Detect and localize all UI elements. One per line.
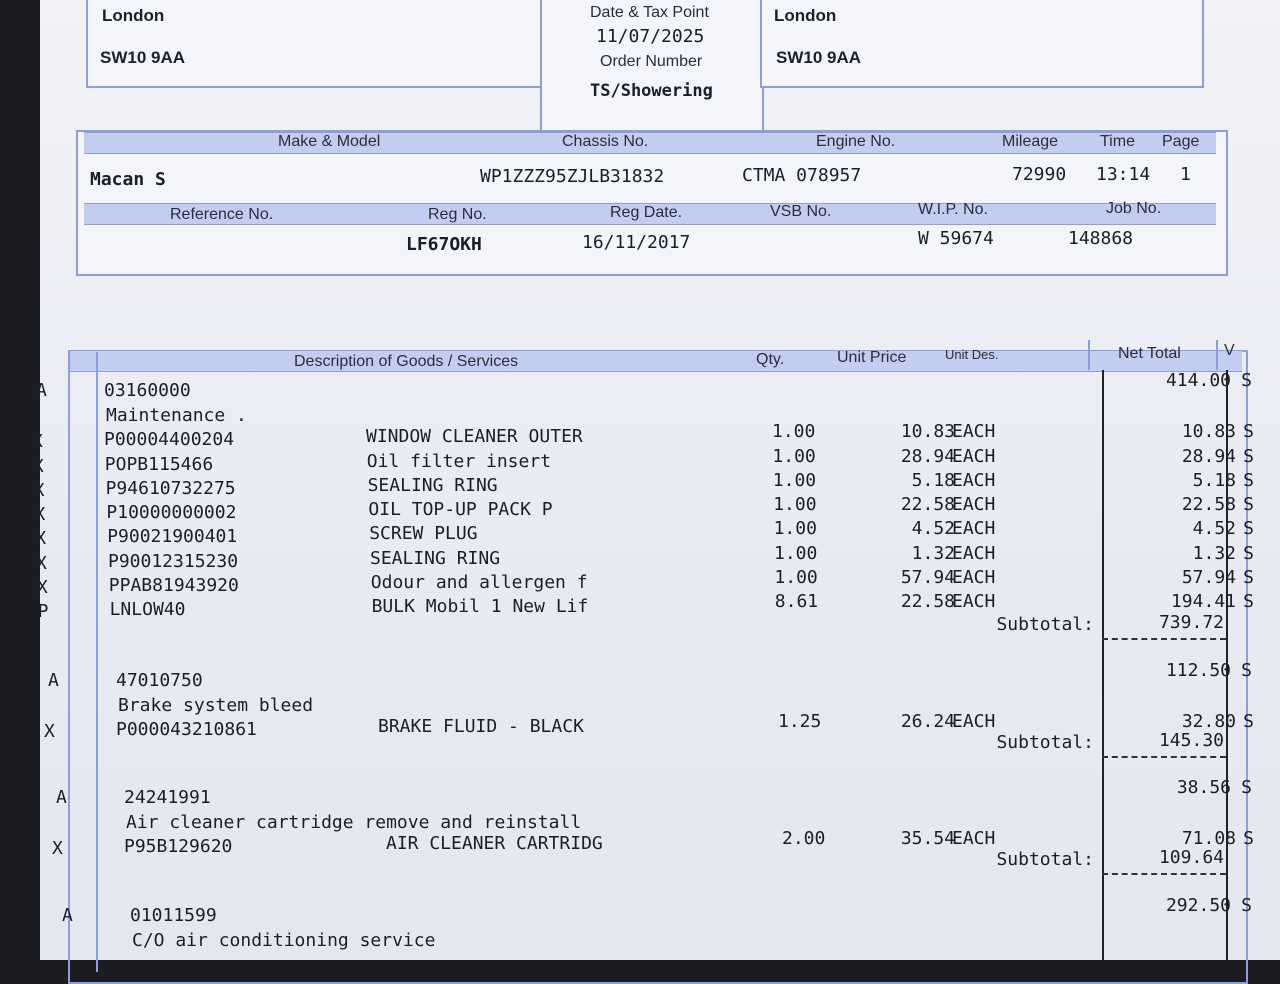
- item-unit: EACH: [952, 567, 996, 588]
- item-vat-code: S: [1243, 711, 1254, 733]
- item-qty: 1.00: [773, 518, 817, 540]
- item-flag: X: [36, 552, 47, 574]
- net-total-header: Net Total: [1118, 345, 1181, 362]
- make-model-value: Macan S: [90, 169, 166, 190]
- item-unit: EACH: [952, 445, 996, 467]
- labour-total: 38.56: [1176, 777, 1231, 798]
- part-number: PPAB81943920: [108, 575, 239, 596]
- header-divider-right: [762, 86, 1202, 88]
- item-flag: X: [32, 455, 44, 477]
- time-value: 13:14: [1096, 164, 1151, 185]
- date-tax-point-value: 11/07/2025: [596, 26, 705, 47]
- reference-label: Reference No.: [170, 206, 274, 223]
- part-description: SCREW PLUG: [369, 523, 478, 545]
- wip-label: W.I.P. No.: [918, 201, 988, 218]
- item-unit: EACH: [952, 828, 996, 850]
- part-description: SEALING RING: [370, 547, 501, 569]
- item-qty: 1.00: [772, 469, 817, 491]
- delivery-city: London: [774, 6, 837, 25]
- item-flag: X: [32, 431, 43, 453]
- labour-vat-code: S: [1241, 660, 1252, 681]
- reg-no-value: LF67OKH: [406, 234, 482, 255]
- unit-price-header: Unit Price: [837, 349, 907, 366]
- item-unit: EACH: [952, 518, 996, 540]
- item-qty: 2.00: [782, 828, 826, 850]
- part-description: Odour and allergen f: [370, 572, 588, 593]
- item-flag: X: [33, 479, 45, 501]
- item-vat-code: S: [1243, 421, 1254, 443]
- item-flag: X: [52, 838, 63, 860]
- section-flag: A: [36, 380, 47, 401]
- chassis-value: WP1ZZZ95ZJLB31832: [480, 166, 665, 187]
- item-flag: P: [37, 601, 49, 623]
- item-vat-code: S: [1243, 542, 1254, 564]
- item-vat-code: S: [1243, 591, 1254, 613]
- subtotal-label: Subtotal:: [996, 848, 1094, 870]
- part-number: LNLOW40: [109, 599, 186, 621]
- subtotal-separator: [1102, 638, 1226, 640]
- section-flag: A: [48, 670, 59, 691]
- subtotal-value: 145.30: [1158, 729, 1224, 751]
- item-unit-price: 26.24: [900, 711, 955, 733]
- delivery-postcode: SW10 9AA: [776, 48, 862, 67]
- item-qty: 8.61: [774, 591, 819, 613]
- order-number-value: TS/Showering: [590, 81, 713, 101]
- item-qty: 1.25: [778, 711, 822, 733]
- vsb-label: VSB No.: [770, 203, 832, 220]
- reg-no-label: Reg No.: [428, 206, 487, 223]
- subtotal-label: Subtotal:: [996, 731, 1094, 753]
- item-unit: EACH: [952, 494, 996, 516]
- v-column-rule: [1216, 340, 1218, 370]
- price-column-rule: [1102, 370, 1104, 960]
- part-description: OIL TOP-UP PACK P: [368, 499, 553, 521]
- item-net-total: 4.52: [1192, 518, 1236, 540]
- item-unit-price: 5.18: [911, 469, 955, 491]
- job-label: Job No.: [1106, 200, 1162, 217]
- labour-vat-code: S: [1241, 895, 1252, 916]
- operation-code: 01011599: [130, 905, 217, 926]
- part-description: BRAKE FLUID - BLACK: [378, 716, 584, 738]
- item-vat-code: S: [1243, 518, 1254, 540]
- item-net-total: 57.94: [1181, 567, 1236, 588]
- flag-column-rule: [96, 352, 98, 972]
- page-value: 1: [1180, 164, 1191, 185]
- order-number-label: Order Number: [600, 53, 703, 70]
- item-qty: 1.00: [772, 421, 816, 443]
- item-net-total: 10.83: [1181, 421, 1236, 443]
- labour-total: 414.00: [1165, 370, 1231, 391]
- operation-title: Brake system bleed: [118, 694, 314, 716]
- reg-date-value: 16/11/2017: [582, 232, 691, 253]
- operation-title: Maintenance .: [106, 404, 247, 426]
- part-number: POPB115466: [104, 453, 214, 475]
- goods-table-box: [68, 350, 1248, 984]
- net-total-rule-left: [1088, 340, 1090, 370]
- item-net-total: 32.80: [1181, 711, 1236, 733]
- item-net-total: 71.08: [1181, 828, 1236, 850]
- unit-des-header: Unit Des.: [945, 347, 999, 362]
- part-description: BULK Mobil 1 New Lif: [371, 596, 589, 618]
- part-description: AIR CLEANER CARTRIDG: [386, 833, 603, 855]
- item-unit-price: 57.94: [900, 567, 955, 588]
- item-unit: EACH: [952, 591, 996, 613]
- customer-city: London: [102, 6, 165, 25]
- item-vat-code: S: [1243, 567, 1254, 588]
- item-vat-code: S: [1243, 469, 1254, 491]
- item-qty: 1.00: [773, 494, 817, 516]
- part-number: P90012315230: [108, 550, 239, 572]
- item-flag: X: [35, 528, 47, 550]
- part-description: SEALING RING: [367, 474, 498, 496]
- labour-total: 112.50: [1165, 660, 1231, 681]
- item-net-total: 5.18: [1192, 469, 1236, 491]
- make-model-label: Make & Model: [278, 133, 381, 150]
- item-vat-code: S: [1243, 828, 1254, 850]
- item-vat-code: S: [1243, 445, 1254, 467]
- section-flag: A: [56, 787, 67, 808]
- item-unit-price: 22.58: [900, 591, 955, 613]
- operation-title: C/O air conditioning service: [132, 929, 436, 951]
- subtotal-value: 739.72: [1158, 612, 1224, 633]
- part-number: P94610732275: [105, 477, 236, 499]
- part-description: Oil filter insert: [366, 450, 552, 472]
- item-unit-price: 22.58: [900, 494, 955, 516]
- part-number: P10000000002: [106, 502, 237, 524]
- item-unit: EACH: [952, 711, 996, 733]
- item-flag: X: [44, 721, 55, 743]
- labour-vat-code: S: [1241, 370, 1252, 391]
- operation-title: Air cleaner cartridge remove and reinstall: [126, 811, 582, 833]
- engine-value: CTMA 078957: [742, 165, 862, 186]
- labour-total: 292.50: [1165, 895, 1231, 916]
- v-header: V: [1224, 342, 1235, 359]
- subtotal-label: Subtotal:: [996, 614, 1094, 635]
- item-qty: 1.00: [774, 567, 818, 588]
- item-unit-price: 4.52: [911, 518, 955, 540]
- part-description: WINDOW CLEANER OUTER: [366, 426, 583, 448]
- item-net-total: 28.94: [1181, 445, 1236, 467]
- item-unit-price: 1.32: [911, 542, 955, 564]
- chassis-label: Chassis No.: [562, 133, 649, 150]
- invoice-sheet: [32, 0, 1280, 960]
- labour-vat-code: S: [1241, 777, 1252, 798]
- subtotal-separator: [1102, 873, 1226, 875]
- operation-code: 03160000: [104, 380, 191, 401]
- mileage-label: Mileage: [1002, 133, 1059, 150]
- subtotal-value: 109.64: [1158, 846, 1224, 868]
- mileage-value: 72990: [1012, 164, 1067, 185]
- wip-value: W 59674: [918, 228, 994, 249]
- goods-header-bar: [70, 350, 1242, 372]
- header-divider: [86, 86, 540, 88]
- item-qty: 1.00: [774, 542, 818, 564]
- job-value: 148868: [1068, 228, 1134, 249]
- engine-label: Engine No.: [816, 133, 896, 150]
- item-unit-price: 28.94: [900, 445, 955, 467]
- item-net-total: 194.41: [1170, 591, 1236, 613]
- item-net-total: 22.58: [1181, 494, 1236, 516]
- item-unit: EACH: [952, 469, 996, 491]
- item-net-total: 1.32: [1192, 542, 1236, 564]
- operation-code: 47010750: [116, 670, 203, 691]
- item-unit-price: 10.83: [900, 421, 955, 443]
- customer-postcode: SW10 9AA: [100, 48, 186, 67]
- item-flag: X: [36, 577, 48, 598]
- part-number: P95B129620: [124, 836, 233, 858]
- operation-code: 24241991: [124, 787, 211, 808]
- subtotal-separator: [1102, 756, 1226, 758]
- qty-header: Qty.: [756, 351, 785, 368]
- page-label: Page: [1162, 133, 1200, 150]
- item-vat-code: S: [1243, 494, 1254, 516]
- part-number: P000043210861: [116, 719, 257, 741]
- date-tax-point-label: Date & Tax Point: [590, 4, 709, 21]
- section-flag: A: [62, 905, 73, 926]
- item-unit-price: 35.54: [900, 828, 955, 850]
- description-header: Description of Goods / Services: [294, 353, 519, 370]
- part-number: P00004400204: [104, 429, 235, 451]
- reg-date-label: Reg Date.: [610, 204, 683, 221]
- item-flag: X: [34, 504, 46, 526]
- time-label: Time: [1100, 133, 1135, 150]
- item-qty: 1.00: [772, 445, 816, 467]
- part-number: P90021900401: [107, 526, 238, 548]
- item-unit: EACH: [952, 542, 996, 564]
- item-unit: EACH: [952, 421, 996, 443]
